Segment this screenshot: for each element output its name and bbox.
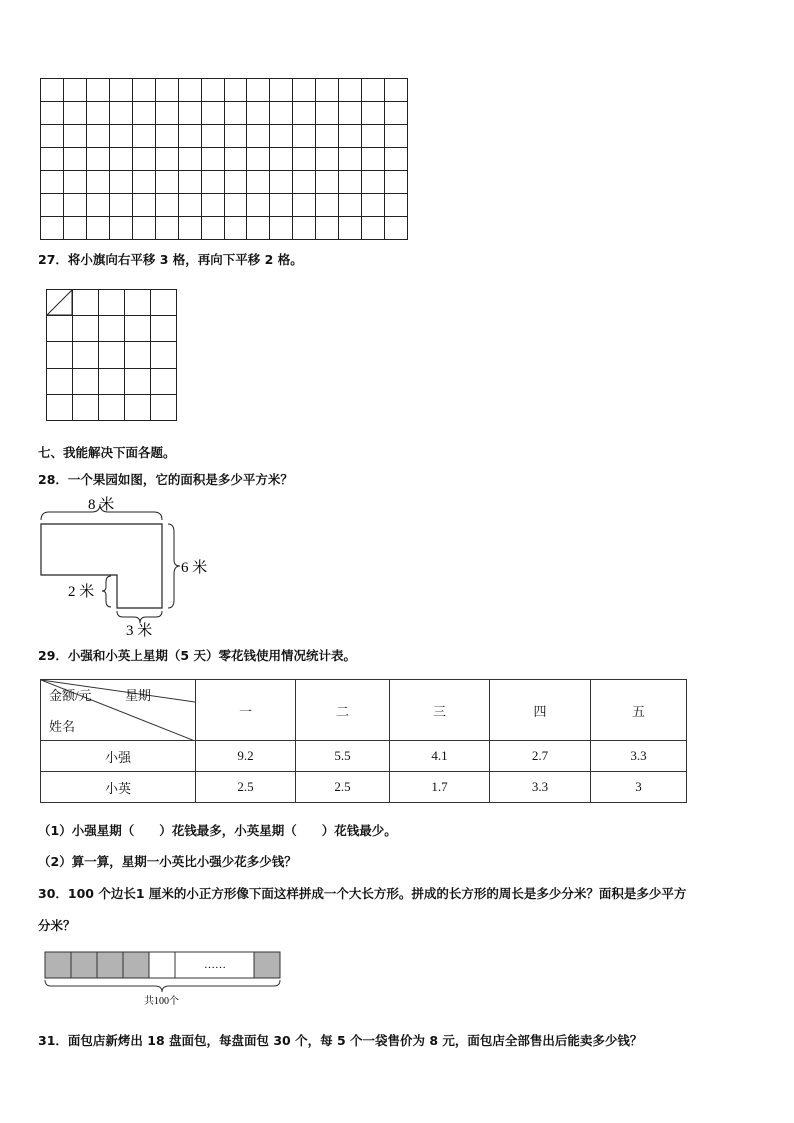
grid-cell [155, 102, 178, 125]
grid-cell [41, 194, 64, 217]
question-30-line-1: 30．100 个边长1 厘米的小正方形像下面这样拼成一个大长方形。拼成的长方形的周长是多少分米？面积是多少平方 [38, 886, 687, 901]
small-square [123, 952, 149, 978]
question-29-part-2: （2）算一算，星期一小英比小强少花多少钱？ [38, 854, 297, 869]
grid-cell [41, 171, 64, 194]
flag-grid-area [46, 289, 177, 421]
question-29: 29．小强和小英上星期（5 天）零花钱使用情况统计表。 [38, 648, 356, 663]
table-cell: 9.2 [196, 741, 296, 772]
grid-cell [178, 217, 201, 240]
question-29-part-1: （1）小强星期（ ）花钱最多，小英星期（ ）花钱最少。 [38, 823, 397, 838]
day-header: 二 [296, 680, 390, 741]
grid-cell [339, 79, 362, 102]
grid-cell [270, 171, 293, 194]
section-7-heading: 七、我能解决下面各题。 [38, 445, 176, 460]
grid-cell [316, 194, 339, 217]
grid-cell [293, 148, 316, 171]
grid-cell [73, 290, 99, 316]
grid-cell [316, 102, 339, 125]
grid-cell [247, 217, 270, 240]
grid-cell [86, 79, 109, 102]
grid-cell [178, 102, 201, 125]
brace-right [168, 524, 180, 608]
grid-cell [41, 125, 64, 148]
grid-cell [362, 194, 385, 217]
grid-cell [155, 125, 178, 148]
grid-cell [224, 102, 247, 125]
table-cell: 2.5 [296, 772, 390, 803]
grid-cell [362, 217, 385, 240]
grid-cell [270, 217, 293, 240]
grid-cell [63, 79, 86, 102]
grid-cell [247, 79, 270, 102]
grid-cell [132, 148, 155, 171]
table-cell: 1.7 [390, 772, 490, 803]
table-cell: 2.5 [196, 772, 296, 803]
grid-cell [109, 102, 132, 125]
grid-cell [293, 79, 316, 102]
grid-cell [73, 368, 99, 394]
grid-cell [178, 171, 201, 194]
brace-bottom [45, 980, 280, 992]
grid-cell [155, 171, 178, 194]
row-name: 小英 [41, 772, 196, 803]
grid-cell [339, 217, 362, 240]
grid-cell [155, 217, 178, 240]
grid-cell [178, 79, 201, 102]
table-row [41, 772, 687, 803]
grid-cell [63, 148, 86, 171]
question-27: 27．将小旗向右平移 3 格，再向下平移 2 格。 [38, 252, 303, 267]
grid-cell [73, 316, 99, 342]
grid-cell [99, 394, 125, 420]
grid-cell [270, 102, 293, 125]
grid-cell [316, 148, 339, 171]
grid-cell [132, 194, 155, 217]
grid-cell [247, 194, 270, 217]
grid-cell [63, 125, 86, 148]
grid-cell [362, 102, 385, 125]
grid-cell [178, 148, 201, 171]
grid-cell [125, 290, 151, 316]
grid-cell [47, 342, 73, 368]
grid-cell [132, 125, 155, 148]
grid-cell [109, 148, 132, 171]
grid-cell [63, 102, 86, 125]
label-2m: 2 米 [68, 584, 95, 600]
diagonal-header-cell [41, 680, 196, 741]
grid-cell [109, 79, 132, 102]
grid-cell [293, 125, 316, 148]
grid-cell [155, 79, 178, 102]
grid-cell [132, 102, 155, 125]
grid-cell [224, 171, 247, 194]
grid-cell [86, 148, 109, 171]
grid-cell [47, 394, 73, 420]
grid-cell [385, 79, 408, 102]
grid-cell [109, 171, 132, 194]
grid-cell [125, 342, 151, 368]
grid-cell [132, 79, 155, 102]
grid-cell [99, 368, 125, 394]
grid-cell [293, 194, 316, 217]
grid-cell [362, 148, 385, 171]
header-name: 姓名 [49, 719, 76, 734]
header-amount: 金额/元 [49, 688, 92, 703]
allowance-table [40, 679, 687, 803]
grid-cell [339, 125, 362, 148]
day-header: 四 [490, 680, 591, 741]
grid-cell [47, 316, 73, 342]
grid-cell [362, 171, 385, 194]
grid-cell [385, 171, 408, 194]
table-cell: 5.5 [296, 741, 390, 772]
grid-cell [41, 217, 64, 240]
question-31: 31．面包店新烤出 18 盘面包，每盘面包 30 个，每 5 个一袋售价为 8 元，面包店全部售出后能卖多少钱？ [38, 1033, 643, 1048]
grid-cell [86, 217, 109, 240]
small-square [254, 952, 280, 978]
grid-cell [151, 342, 177, 368]
grid-cell [109, 217, 132, 240]
grid-cell [385, 125, 408, 148]
total-count-label: 共100个 [144, 996, 179, 1007]
day-header: 一 [196, 680, 296, 741]
grid-cell [224, 217, 247, 240]
grid-cell [385, 148, 408, 171]
day-header: 三 [390, 680, 490, 741]
grid-cell [73, 394, 99, 420]
grid-cell [151, 394, 177, 420]
orchard-shape [41, 524, 162, 608]
grid-cell [125, 368, 151, 394]
table-cell: 2.7 [490, 741, 591, 772]
grid-cell [339, 102, 362, 125]
grid-cell [339, 148, 362, 171]
answer-grid-16x7 [40, 78, 408, 240]
label-6m: 6 米 [181, 560, 208, 576]
grid-cell [178, 125, 201, 148]
grid-cell [224, 79, 247, 102]
squares-diagram [40, 948, 290, 1010]
label-3m: 3 米 [126, 623, 153, 639]
small-square [45, 952, 71, 978]
grid-cell [247, 125, 270, 148]
grid-cell [201, 148, 224, 171]
grid-cell [178, 194, 201, 217]
grid-cell [247, 102, 270, 125]
ellipsis: …… [204, 959, 226, 971]
grid-cell [63, 217, 86, 240]
grid-cell [99, 290, 125, 316]
grid-cell [201, 194, 224, 217]
question-30-line-2: 分米？ [38, 918, 76, 933]
grid-cell [339, 194, 362, 217]
table-cell: 4.1 [390, 741, 490, 772]
grid-cell [151, 368, 177, 394]
outline-square [149, 952, 175, 978]
small-square [71, 952, 97, 978]
grid-cell [86, 194, 109, 217]
grid-cell [125, 394, 151, 420]
grid-cell [151, 290, 177, 316]
grid-cell [125, 316, 151, 342]
grid-cell [316, 217, 339, 240]
grid-cell [316, 171, 339, 194]
table-cell: 3.3 [591, 741, 687, 772]
grid-cell [270, 194, 293, 217]
grid-cell [41, 148, 64, 171]
grid-cell [293, 102, 316, 125]
grid-cell [151, 316, 177, 342]
grid-cell [47, 368, 73, 394]
grid-cell [385, 217, 408, 240]
grid-cell [41, 102, 64, 125]
grid-cell [201, 171, 224, 194]
grid-cell [132, 171, 155, 194]
orchard-diagram [30, 490, 230, 640]
flag-icon [46, 289, 76, 319]
grid-cell [155, 194, 178, 217]
grid-cell [270, 148, 293, 171]
grid-cell [247, 171, 270, 194]
grid-cell [201, 79, 224, 102]
grid-cell [201, 217, 224, 240]
grid-cell [63, 171, 86, 194]
table-row [41, 741, 687, 772]
grid-cell [362, 125, 385, 148]
grid-cell [109, 194, 132, 217]
table-cell: 3.3 [490, 772, 591, 803]
grid-cell [224, 148, 247, 171]
grid-cell [316, 79, 339, 102]
grid-cell [270, 79, 293, 102]
grid-cell [385, 194, 408, 217]
grid-cell [270, 125, 293, 148]
grid-cell [73, 342, 99, 368]
grid-cell [362, 79, 385, 102]
brace-left [102, 576, 111, 607]
grid-cell [201, 125, 224, 148]
question-28: 28．一个果园如图，它的面积是多少平方米？ [38, 472, 293, 487]
day-header: 五 [591, 680, 687, 741]
grid-cell [293, 217, 316, 240]
grid-cell [201, 102, 224, 125]
grid-cell [224, 125, 247, 148]
grid-cell [86, 171, 109, 194]
grid-cell [41, 79, 64, 102]
grid-cell [224, 194, 247, 217]
grid-cell [293, 171, 316, 194]
grid-cell [109, 125, 132, 148]
label-8m: 8 米 [88, 497, 115, 513]
table-cell: 3 [591, 772, 687, 803]
row-name: 小强 [41, 741, 196, 772]
grid-cell [63, 194, 86, 217]
grid-cell [86, 102, 109, 125]
grid-cell [385, 102, 408, 125]
grid-cell [316, 125, 339, 148]
grid-cell [99, 342, 125, 368]
grid-cell [339, 171, 362, 194]
grid-cell [132, 217, 155, 240]
grid-cell [247, 148, 270, 171]
grid-cell [155, 148, 178, 171]
small-square [97, 952, 123, 978]
header-weekday: 星期 [125, 688, 152, 703]
grid-cell [99, 316, 125, 342]
grid-cell [86, 125, 109, 148]
brace-bottom [117, 611, 162, 623]
